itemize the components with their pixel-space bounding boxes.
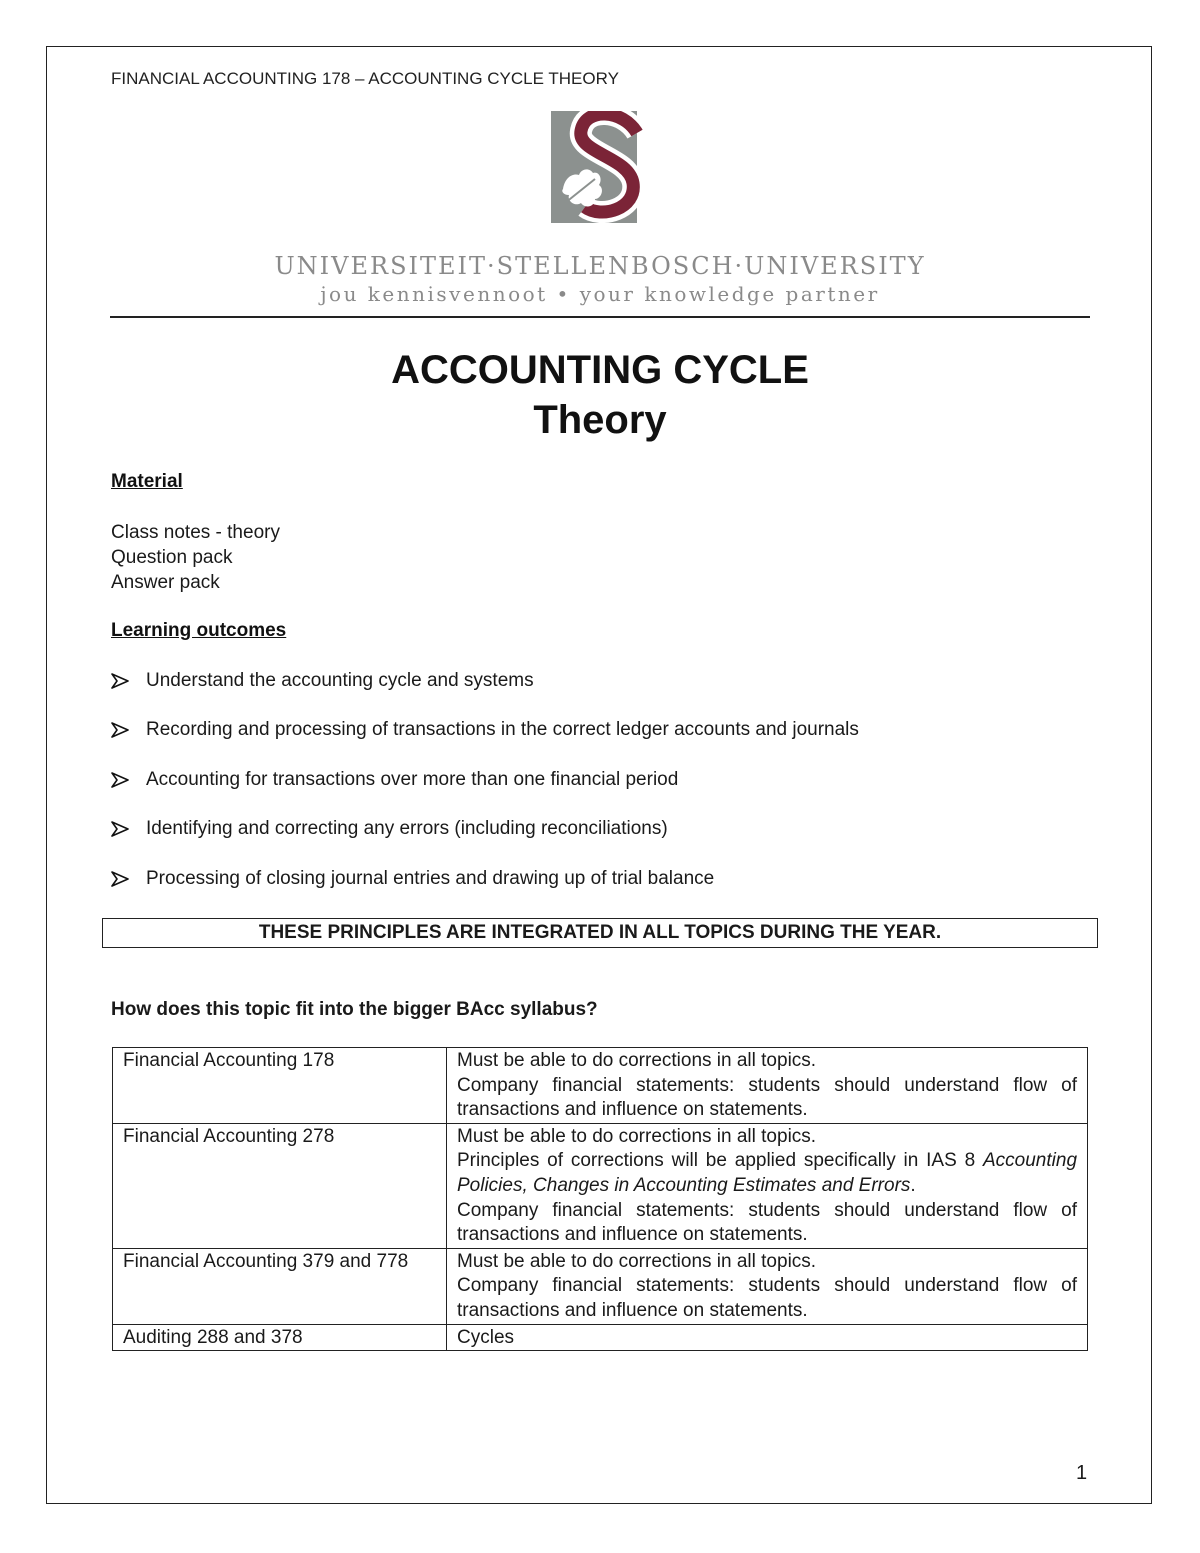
learning-outcome-text: Accounting for transactions over more than one financial period — [146, 768, 679, 790]
course-cell: Financial Accounting 278 — [113, 1123, 447, 1248]
material-heading: Material — [111, 471, 183, 492]
university-name: UNIVERSITEIT·STELLENBOSCH·UNIVERSITY — [274, 252, 926, 280]
material-list — [111, 520, 280, 595]
list-item — [111, 868, 859, 917]
syllabus-question: How does this topic fit into the bigger BAcc syllabus? — [111, 999, 598, 1020]
page-number: 1 — [1076, 1462, 1088, 1484]
learning-outcomes-heading: Learning outcomes — [111, 620, 287, 641]
list-item — [111, 769, 859, 818]
description-line: Must be able to do corrections in all topics. — [457, 1250, 817, 1272]
description-line: Company financial statements: students should understand flow of transactions and influence on statements. — [457, 1074, 1077, 1121]
list-item — [111, 818, 859, 867]
description-line: Must be able to do corrections in all topics. — [457, 1050, 817, 1071]
ias-reference — [457, 1149, 1077, 1198]
learning-outcome-text: Processing of closing journal entries and drawing up of trial balance — [146, 867, 715, 889]
description-line: Must be able to do corrections in all topics. — [457, 1125, 817, 1147]
page-title: ACCOUNTING CYCLE — [391, 348, 809, 392]
description-cell — [447, 1324, 1088, 1351]
arrowhead-bullet-icon — [111, 719, 146, 738]
description-cell — [447, 1048, 1088, 1124]
material-item: Class notes - theory — [111, 522, 280, 543]
course-cell: Financial Accounting 178 — [113, 1048, 447, 1124]
material-item: Answer pack — [111, 572, 220, 593]
description-cell — [447, 1248, 1088, 1324]
material-item: Question pack — [111, 547, 233, 568]
ias-standard-title: Accounting Policies, Changes in Accounting Estimates and Errors — [457, 1150, 1078, 1196]
learning-outcomes-list — [111, 670, 859, 917]
syllabus-table — [112, 1047, 1088, 1351]
table-row — [113, 1324, 1088, 1351]
table-row — [113, 1048, 1088, 1124]
description-line: Company financial statements: students should understand flow of transactions and influence on statements. — [457, 1199, 1077, 1246]
arrowhead-bullet-icon — [111, 868, 146, 887]
list-item — [111, 670, 859, 719]
list-item — [111, 719, 859, 768]
description-cell — [447, 1123, 1088, 1248]
arrowhead-bullet-icon — [111, 670, 146, 689]
table-row — [113, 1123, 1088, 1248]
university-tagline: jou kennisvennoot • your knowledge partner — [320, 282, 880, 306]
course-cell: Auditing 288 and 378 — [113, 1324, 447, 1351]
learning-outcome-text: Understand the accounting cycle and systems — [146, 670, 534, 691]
ias-prefix: Principles of corrections will be applied specifically in IAS 8 — [457, 1150, 976, 1172]
page-subtitle: Theory — [533, 398, 667, 442]
stellenbosch-s-oak-leaf-icon — [551, 111, 651, 223]
principles-notice: THESE PRINCIPLES ARE INTEGRATED IN ALL TOPICS DURING THE YEAR. — [102, 918, 1098, 948]
header-divider — [110, 316, 1090, 318]
description-line: Company financial statements: students should understand flow of transactions and influence on statements. — [457, 1275, 1077, 1321]
learning-outcome-text: Recording and processing of transactions in the correct ledger accounts and journals — [146, 719, 859, 741]
ias-suffix: . — [910, 1174, 916, 1196]
arrowhead-bullet-icon — [111, 818, 146, 837]
arrowhead-bullet-icon — [111, 769, 146, 788]
running-header: FINANCIAL ACCOUNTING 178 – ACCOUNTING CYCLE THEORY — [111, 69, 619, 88]
course-cell: Financial Accounting 379 and 778 — [113, 1248, 447, 1324]
learning-outcome-text: Identifying and correcting any errors (including reconciliations) — [146, 818, 668, 840]
description-line: Cycles — [457, 1326, 515, 1348]
table-row — [113, 1248, 1088, 1324]
